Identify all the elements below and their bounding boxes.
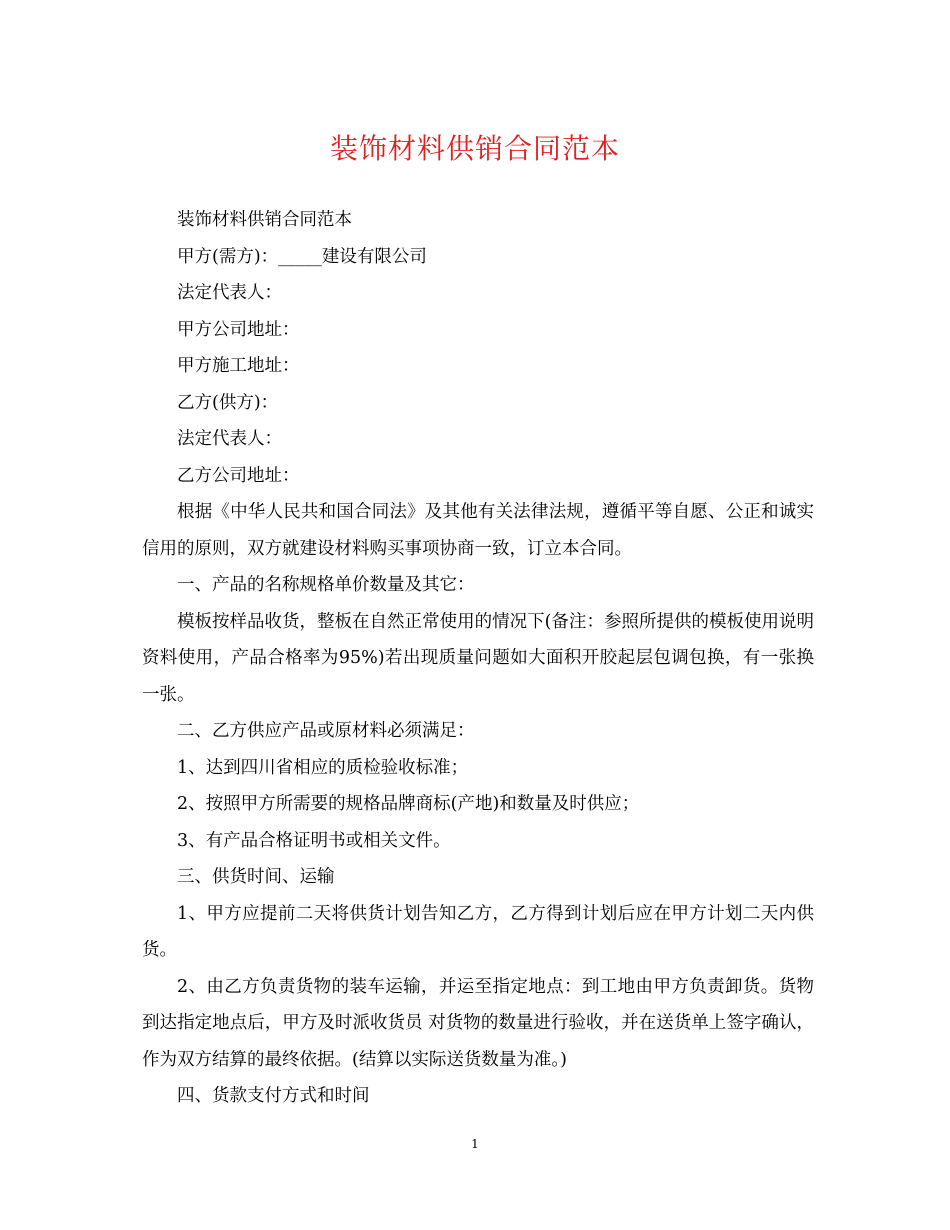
- list-item: 1、甲方应提前二天将供货计划告知乙方，乙方得到计划后应在甲方计划二天内供货。: [142, 903, 814, 960]
- section-heading-1: 一、产品的名称规格单价数量及其它：: [177, 575, 475, 595]
- section-heading-3: 三、供货时间、运输: [177, 867, 335, 887]
- paragraph-party-b: 乙方(供方)：: [177, 392, 279, 413]
- list-item: 2、按照甲方所需要的规格品牌商标(产地)和数量及时供应；: [177, 794, 640, 814]
- paragraph-subtitle: 装饰材料供销合同范本: [177, 210, 352, 230]
- document-body: [142, 202, 814, 1115]
- paragraph-preamble: 根据《中华人民共和国合同法》及其他有关法律法规，遵循平等自愿、公正和诚实信用的原则，双方就建设材料购买事项协商一致，订立本合同。: [142, 502, 814, 559]
- paragraph-party-b-representative: 法定代表人：: [177, 429, 282, 449]
- list-item: 1、达到四川省相应的质检验收标准；: [177, 757, 469, 778]
- section-heading-2: 二、乙方供应产品或原材料必须满足：: [177, 721, 475, 741]
- list-item: 2、由乙方负责货物的装车运输，并运至指定地点：到工地由甲方负责卸货。货物到达指定地点后，甲方及时派收货员 对货物的数量进行验收，并在送货单上签字确认，作为双方结算的最终依据。(结算以实际送货数量为准。): [142, 976, 814, 1070]
- page-number: 1: [471, 1137, 479, 1151]
- paragraph-party-a: 甲方(需方)：_____建设有限公司: [177, 246, 427, 267]
- paragraph-party-a-address: 甲方公司地址：: [177, 319, 300, 340]
- list-item: 3、有产品合格证明书或相关文件。: [177, 830, 451, 851]
- paragraph-party-a-representative: 法定代表人：: [177, 283, 282, 303]
- paragraph-product-terms: 模板按样品收货，整板在自然正常使用的情况下(备注：参照所提供的模板使用说明资料使用，产品合格率为95%)若出现质量问题如大面积开胶起层包调包换，有一张换一张。: [142, 611, 814, 705]
- section-heading-4: 四、货款支付方式和时间: [177, 1086, 370, 1106]
- paragraph-party-b-address: 乙方公司地址：: [177, 465, 300, 486]
- paragraph-party-a-site-address: 甲方施工地址：: [177, 356, 300, 376]
- document-title: 装饰材料供销合同范本: [329, 132, 620, 165]
